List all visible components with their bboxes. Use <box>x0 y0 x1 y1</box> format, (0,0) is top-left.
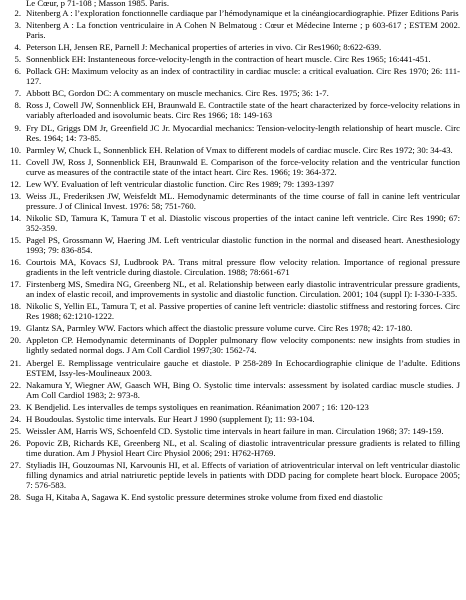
reference-number: 16. <box>10 257 21 268</box>
reference-number: 27. <box>10 459 21 470</box>
reference-number: 28. <box>10 492 21 503</box>
reference-text: Styliadis IH, Gouzoumas NI, Karvounis HI, et al. Effects of variation of atrioventricular interval on left ventricular diastolic filling dynamics and atrial natriuretic peptide levels in patients with DDD pacing for complete heart block. Europace 2005; 7: 576-583. <box>26 459 460 491</box>
reference-text: Abergel E. Remplissage ventriculaire gauche et diastole. P 258-289 In Echocardiographie clinique de l’adulte. Editions ESTEM, Issy-les-Moulineaux 2003. <box>26 357 460 378</box>
reference-item <box>6 20 460 40</box>
reference-item <box>6 157 460 177</box>
reference-number: 5. <box>14 54 21 65</box>
reference-number: 8. <box>14 100 21 111</box>
reference-item <box>6 380 460 400</box>
reference-text: Pagel PS, Grossmann W, Haering JM. Left ventricular diastolic function in the normal and diseased heart. Anesthesiology 1993; 79: 836-854. <box>26 234 460 256</box>
reference-item <box>6 323 460 333</box>
reference-text: Fry DL, Griggs DM Jr, Greenfield JC Jr. Myocardial mechanics: Tension-velocity-length relationship of heart muscle. Circ Res. 1964; 14: 73-85. <box>26 122 460 143</box>
reference-number: 23. <box>10 401 21 412</box>
reference-number: 15. <box>10 234 21 245</box>
reference-text: Courtois MA, Kovacs SJ, Ludbrook PA. Trans mitral pressure flow velocity relation. Importance of regional pressure gradients in the left ventricle during diastole. Circulation. 1988; 78:661-671 <box>26 257 460 278</box>
reference-item <box>6 8 460 18</box>
reference-text: Sonnenblick EH: Instanteneous force-velocity-length in the contraction of heart muscle. Circ Res 1965; 16:441-451. <box>26 54 431 65</box>
reference-continuation: Le Cœur, p 71-108 ; Masson 1985. Paris. <box>26 0 169 8</box>
reference-item <box>6 235 460 255</box>
reference-text: Nitenberg A : La fonction ventriculaire in A Cohen N Belmatoug : Cœur et Médecine Interne ; p 603-617 ; ESTEM 2002. Paris. <box>26 20 460 41</box>
reference-text: Nakamura Y, Wiegner AW, Gaasch WH, Bing O. Systolic time intervals: assessment by isolated cardiac muscle studies. J Am Coll Cardiol 1983; 2: 973-8. <box>26 379 460 400</box>
reference-item <box>6 335 460 355</box>
reference-text: Ross J, Cowell JW, Sonnenblick EH, Braunwald E. Contractile state of the heart characterized by force-velocity relations in variably afterloaded and isovolumic beats. Circ Res 1966; 18: 149-163 <box>26 100 460 121</box>
reference-text: Weissler AM, Harris WS, Schoenfeld CD. Systolic time intervals in heart failure in man. Circulation 1968; 37: 149-159. <box>26 425 444 436</box>
reference-text: Nikolic SD, Tamura K, Tamura T et al. Diastolic viscous properties of the intact canine left ventricle. Circ Res 1990; 67: 352-359. <box>26 212 460 233</box>
reference-number: 2. <box>14 8 21 19</box>
reference-item <box>6 279 460 299</box>
reference-text: Firstenberg MS, Smedira NG, Greenberg NL, et al. Relationship between early diastolic intraventricular pressure gradients, an index of elastic recoil, and improvements in systolic and diastolic function. Circulation. 2001; 104 (suppl I): I-330-I-335. <box>26 279 460 300</box>
reference-item <box>6 100 460 120</box>
reference-number: 7. <box>14 88 21 99</box>
reference-item <box>6 213 460 233</box>
reference-number: 14. <box>10 212 21 223</box>
reference-number: 25. <box>10 425 21 436</box>
reference-number: 20. <box>10 335 21 346</box>
reference-number: 13. <box>10 190 21 201</box>
reference-list <box>6 8 460 502</box>
reference-number: 11. <box>10 156 21 167</box>
reference-text: Peterson LH, Jensen RE, Parnell J: Mechanical properties of arteries in vivo. Cir Res1960; 8:622-639. <box>26 42 382 53</box>
reference-item <box>6 414 460 424</box>
reference-text: Nikolic S, Yellin EL, Tamura T, et al. Passive properties of canine left ventricle: diastolic stiffness and restoring forces. Circ Res 1988; 62:1210-1222. <box>26 301 460 322</box>
reference-item <box>6 66 460 86</box>
reference-item <box>6 191 460 211</box>
reference-number: 4. <box>14 42 21 53</box>
reference-number: 19. <box>10 323 21 334</box>
reference-number: 17. <box>10 279 21 290</box>
reference-item <box>6 460 460 490</box>
reference-text: Popovic ZB, Richards KE, Greenberg NL, et al. Scaling of diastolic intraventricular pressure gradients is related to filling time duration. Am J Physiol Heart Circ Physiol 2006; 291: H762-H769. <box>26 437 460 458</box>
reference-number: 6. <box>14 66 21 77</box>
reference-text: Covell JW, Ross J, Sonnenblick EH, Braunwald E. Comparison of the force-velocity relation and the ventricular function curve as measures of the contractile state of the intact heart. Circ Res. 1966; 19: 364-372. <box>26 156 460 177</box>
reference-number: 9. <box>14 122 21 133</box>
reference-number: 21. <box>10 357 21 368</box>
reference-number: 12. <box>10 178 21 189</box>
reference-text: Suga H, Kitaba A, Sagawa K. End systolic pressure determines stroke volume from fixed end diastolic <box>26 492 383 503</box>
reference-item <box>6 402 460 412</box>
reference-text: Appleton CP. Hemodynamic determinants of Doppler pulmonary flow velocity components: new insights from studies in lightly sedated normal dogs. J Am Coll Cardiol 1997;30: 1562-74. <box>26 335 460 356</box>
reference-text: Lew WY. Evaluation of left ventricular diastolic function. Circ Res 1989; 79: 1393-1397 <box>26 178 335 189</box>
reference-item <box>6 42 460 52</box>
reference-text: Abbott BC, Gordon DC: A commentary on muscle mechanics. Circ Res. 1975; 36: 1-7. <box>26 88 329 99</box>
reference-number: 26. <box>10 437 21 448</box>
reference-item <box>6 358 460 378</box>
reference-number: 18. <box>10 301 21 312</box>
reference-item <box>6 426 460 436</box>
reference-item <box>6 179 460 189</box>
reference-item <box>6 438 460 458</box>
reference-item <box>6 123 460 143</box>
reference-number: 10. <box>10 144 21 155</box>
reference-text: Weiss JL, Frederiksen JW, Weisfeldt ML. Hemodynamic determinants of the time course of fall in canine left ventricular pressure. J of Clinical Invest. 1976: 58; 751-760. <box>26 190 460 211</box>
reference-text: Pollack GH: Maximum velocity as an index of contractility in cardiac muscle: a critical evaluation. Circ Res 1970; 26: 111-127. <box>26 66 460 87</box>
reference-number: 3. <box>14 20 21 31</box>
reference-text: Parmley W, Chuck L, Sonnenblick EH. Relation of Vmax to different models of cardiac muscle. Circ Res 1972; 30: 34-43. <box>26 144 453 155</box>
reference-item <box>6 54 460 64</box>
reference-item <box>6 301 460 321</box>
reference-number: 22. <box>10 379 21 390</box>
reference-text: K Bendjelid. Les intervalles de temps systoliques en reanimation. Réanimation 2007 ; 16: 120-123 <box>26 401 369 412</box>
reference-item <box>6 257 460 277</box>
reference-text: Glantz SA, Parmley WW. Factors which affect the diastolic pressure volume curve. Circ Res 1978; 42: 17-180. <box>26 323 413 334</box>
reference-item <box>6 88 460 98</box>
reference-item <box>6 145 460 155</box>
reference-text: H Boudoulas. Systolic time intervals. Eur Heart J 1990 (supplement I); 11: 93-104. <box>26 413 315 424</box>
reference-item <box>6 492 460 502</box>
reference-number: 24. <box>10 413 21 424</box>
reference-text: Nitenberg A : l’exploration fonctionnelle cardiaque par l’hémodynamique et la cinéangiocardiographie. Pfizer Editions Paris <box>26 8 459 19</box>
